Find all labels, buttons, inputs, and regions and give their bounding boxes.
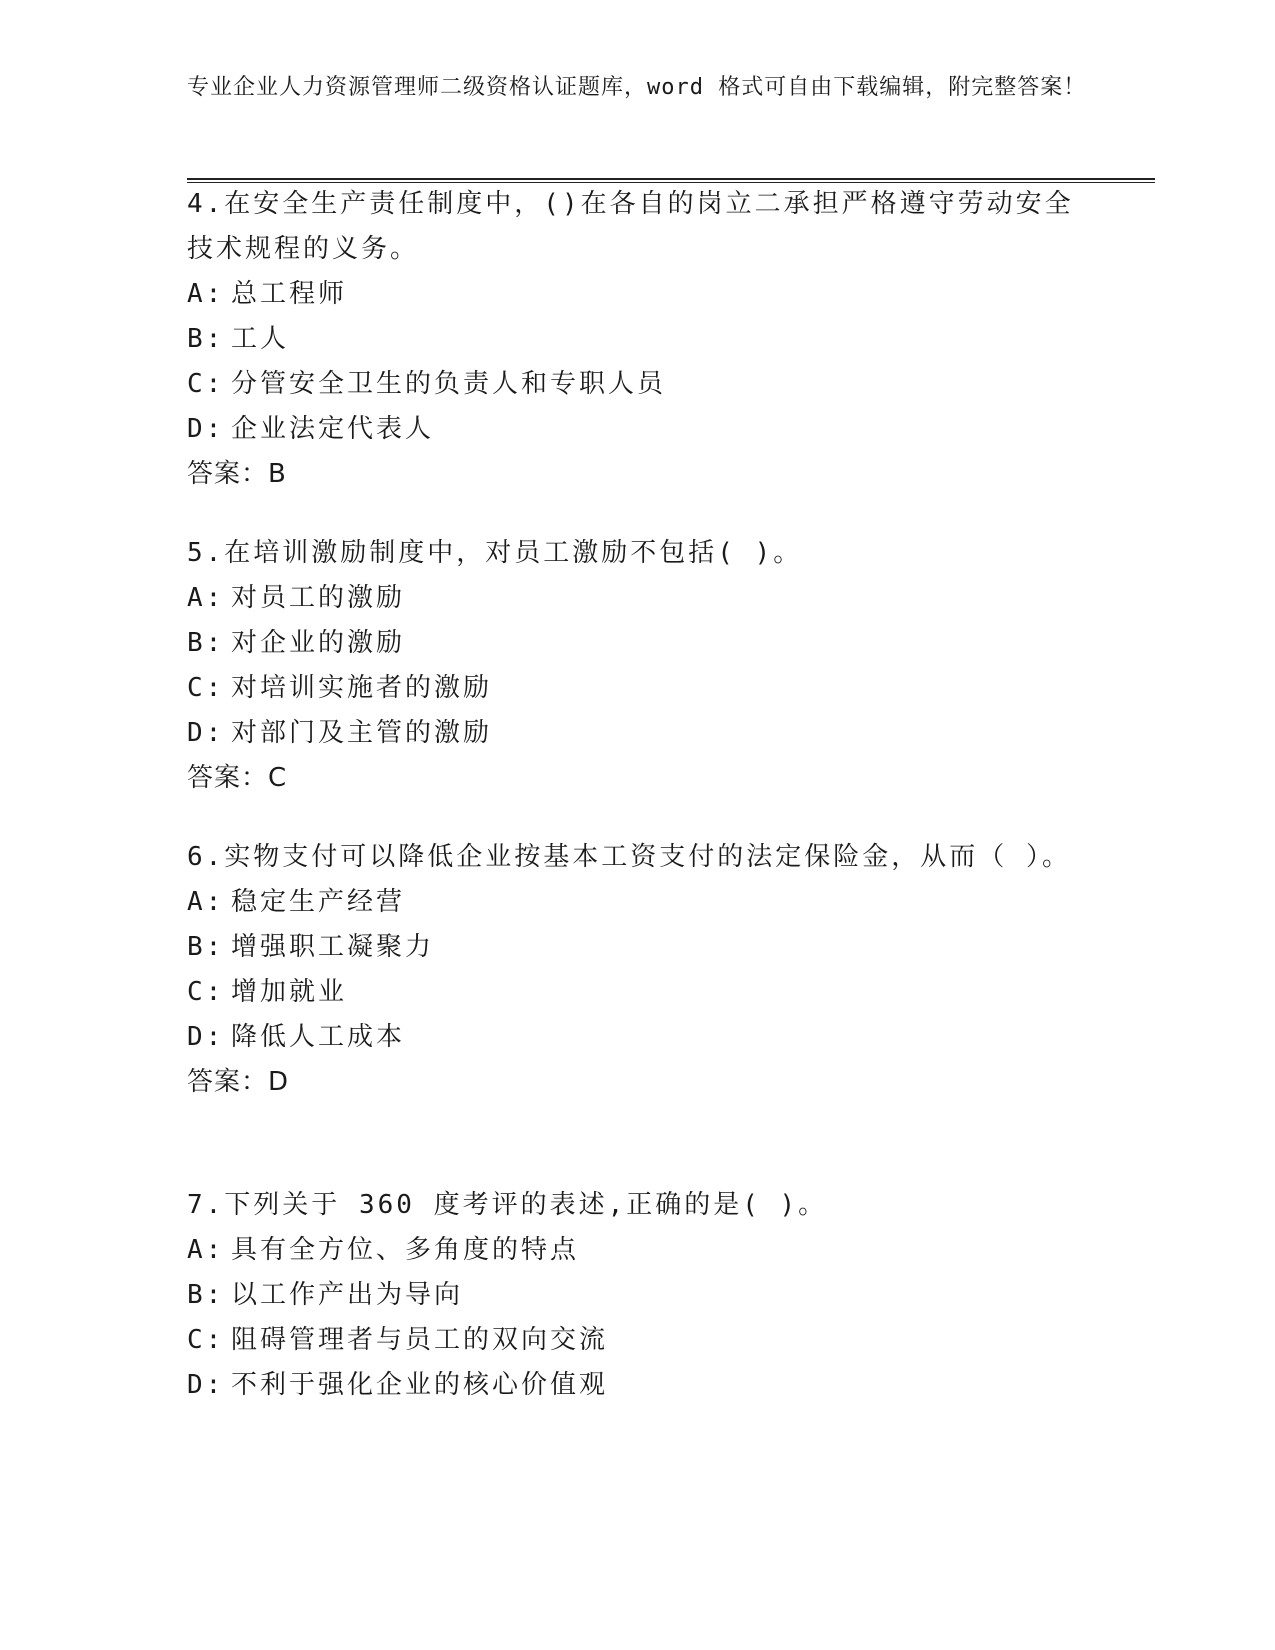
option-text: 具有全方位、多角度的特点 [231, 1235, 580, 1265]
option-a [187, 576, 1087, 621]
option-text: 阻碍管理者与员工的双向交流 [231, 1325, 609, 1355]
option-b [187, 317, 1087, 362]
option-d [187, 1015, 1087, 1060]
option-key: A: [187, 1235, 225, 1265]
question-6 [187, 835, 1087, 1105]
option-key: A: [187, 887, 225, 917]
option-text: 对部门及主管的激励 [231, 718, 493, 748]
option-c [187, 362, 1087, 407]
option-text: 总工程师 [231, 279, 348, 309]
question-stem: 7.下列关于 360 度考评的表述,正确的是( )。 [187, 1190, 828, 1220]
question-5 [187, 531, 1087, 801]
option-key: D: [187, 718, 225, 748]
question-stem: 5.在培训激励制度中，对员工激励不包括( )。 [187, 538, 803, 568]
option-key: B: [187, 932, 225, 962]
option-c [187, 970, 1087, 1015]
option-a [187, 1228, 1087, 1273]
option-c [187, 1318, 1087, 1363]
option-key: B: [187, 324, 225, 354]
option-key: C: [187, 673, 225, 703]
option-key: A: [187, 279, 225, 309]
option-text: 稳定生产经营 [231, 887, 406, 917]
option-d [187, 407, 1087, 452]
option-b [187, 1273, 1087, 1318]
question-4 [187, 182, 1087, 497]
option-b [187, 925, 1087, 970]
option-text: 工人 [231, 324, 290, 354]
option-text: 对培训实施者的激励 [231, 673, 493, 703]
option-key: D: [187, 1022, 225, 1052]
option-key: D: [187, 1370, 225, 1400]
option-text: 分管安全卫生的负责人和专职人员 [231, 369, 667, 399]
option-text: 对员工的激励 [231, 583, 406, 613]
option-key: B: [187, 628, 225, 658]
question-stem: 4.在安全生产责任制度中，()在各自的岗立二承担严格遵守劳动安全技术规程的义务。 [187, 189, 1074, 264]
option-a [187, 272, 1087, 317]
option-text: 企业法定代表人 [231, 414, 435, 444]
option-text: 降低人工成本 [231, 1022, 406, 1052]
option-key: A: [187, 583, 225, 613]
option-a [187, 880, 1087, 925]
option-key: B: [187, 1280, 225, 1310]
option-d [187, 711, 1087, 756]
header-intro: 专业企业人力资源管理师二级资格认证题库，word 格式可自由下载编辑，附完整答案！ [187, 75, 1087, 100]
option-text: 对企业的激励 [231, 628, 406, 658]
option-c [187, 666, 1087, 711]
option-key: C: [187, 1325, 225, 1355]
option-d [187, 1363, 1087, 1408]
option-key: D: [187, 414, 225, 444]
option-text: 以工作产出为导向 [231, 1280, 464, 1310]
option-key: C: [187, 369, 225, 399]
document-page [187, 0, 1157, 1650]
question-stem: 6.实物支付可以降低企业按基本工资支付的法定保险金，从而（ ）。 [187, 842, 1071, 872]
question-7 [187, 1183, 1087, 1408]
option-text: 不利于强化企业的核心价值观 [231, 1370, 609, 1400]
answer-line: 答案：B [187, 459, 287, 489]
option-b [187, 621, 1087, 666]
answer-line: 答案：C [187, 763, 288, 793]
option-text: 增加就业 [231, 977, 348, 1007]
option-key: C: [187, 977, 225, 1007]
option-text: 增强职工凝聚力 [231, 932, 435, 962]
answer-line: 答案：D [187, 1067, 290, 1097]
